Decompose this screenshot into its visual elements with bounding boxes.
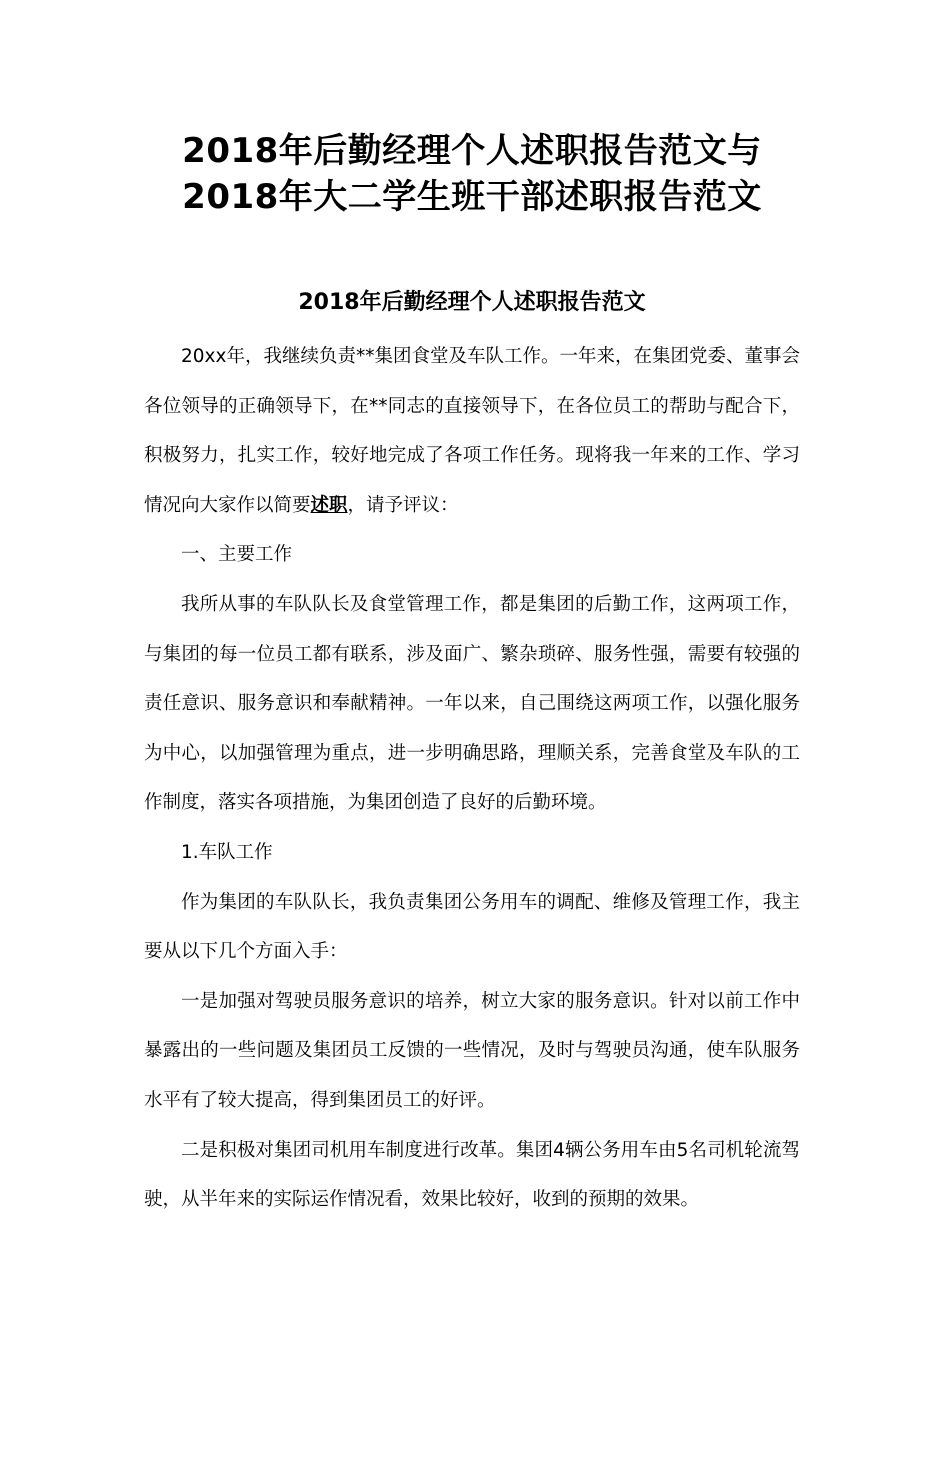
paragraph-logistics: 我所从事的车队队长及食堂管理工作，都是集团的后勤工作，这两项工作，与集团的每一位员工都有联系，涉及面广、繁杂琐碎、服务性强，需要有较强的责任意识、服务意识和奉献精神。一年以来，自己围绕这两项工作，以强化服务为中心，以加强管理为重点，进一步明确思路，理顺关系，完善食堂及车队的工作制度，落实各项措施，为集团创造了良好的后勤环境。 — [144, 593, 800, 814]
intro-text-end: ，请予评议： — [347, 494, 459, 516]
document-page — [0, 128, 950, 1472]
document-title — [144, 128, 800, 220]
section-title: 2018年后勤经理个人述职报告范文 — [298, 290, 646, 315]
report-link[interactable]: 述职 — [310, 494, 348, 516]
paragraph-driver-service: 一是加强对驾驶员服务意识的培养，树立大家的服务意识。针对以前工作中暴露出的一些问题及集团员工反馈的一些情况，及时与驾驶员沟通，使车队服务水平有了较大提高，得到集团员工的好评。 — [144, 990, 800, 1111]
document-title-line-1: 2018年后勤经理个人述职报告范文与 — [182, 131, 762, 171]
intro-text: 20xx年，我继续负责**集团食堂及车队工作。一年来，在集团党委、董事会各位领导的正确领导下，在**同志的直接领导下，在各位员工的帮助与配合下，积极努力，扎实工作，较好地完成了各项工作任务。现将我一年来的工作、学习情况向大家作以简要 — [144, 346, 800, 516]
heading-fleet-work: 1.车队工作 — [181, 841, 273, 863]
heading-main-work: 一、主要工作 — [181, 544, 293, 566]
intro-paragraph — [144, 332, 800, 530]
document-body — [144, 332, 800, 1225]
paragraph-driver-reform: 二是积极对集团司机用车制度进行改革。集团4辆公务用车由5名司机轮流驾驶，从半年来的实际运作情况看，效果比较好，收到的预期的效果。 — [144, 1139, 800, 1211]
paragraph-fleet-role: 作为集团的车队队长，我负责集团公务用车的调配、维修及管理工作，我主要从以下几个方面入手： — [144, 891, 800, 963]
document-title-line-2: 2018年大二学生班干部述职报告范文 — [182, 177, 762, 217]
